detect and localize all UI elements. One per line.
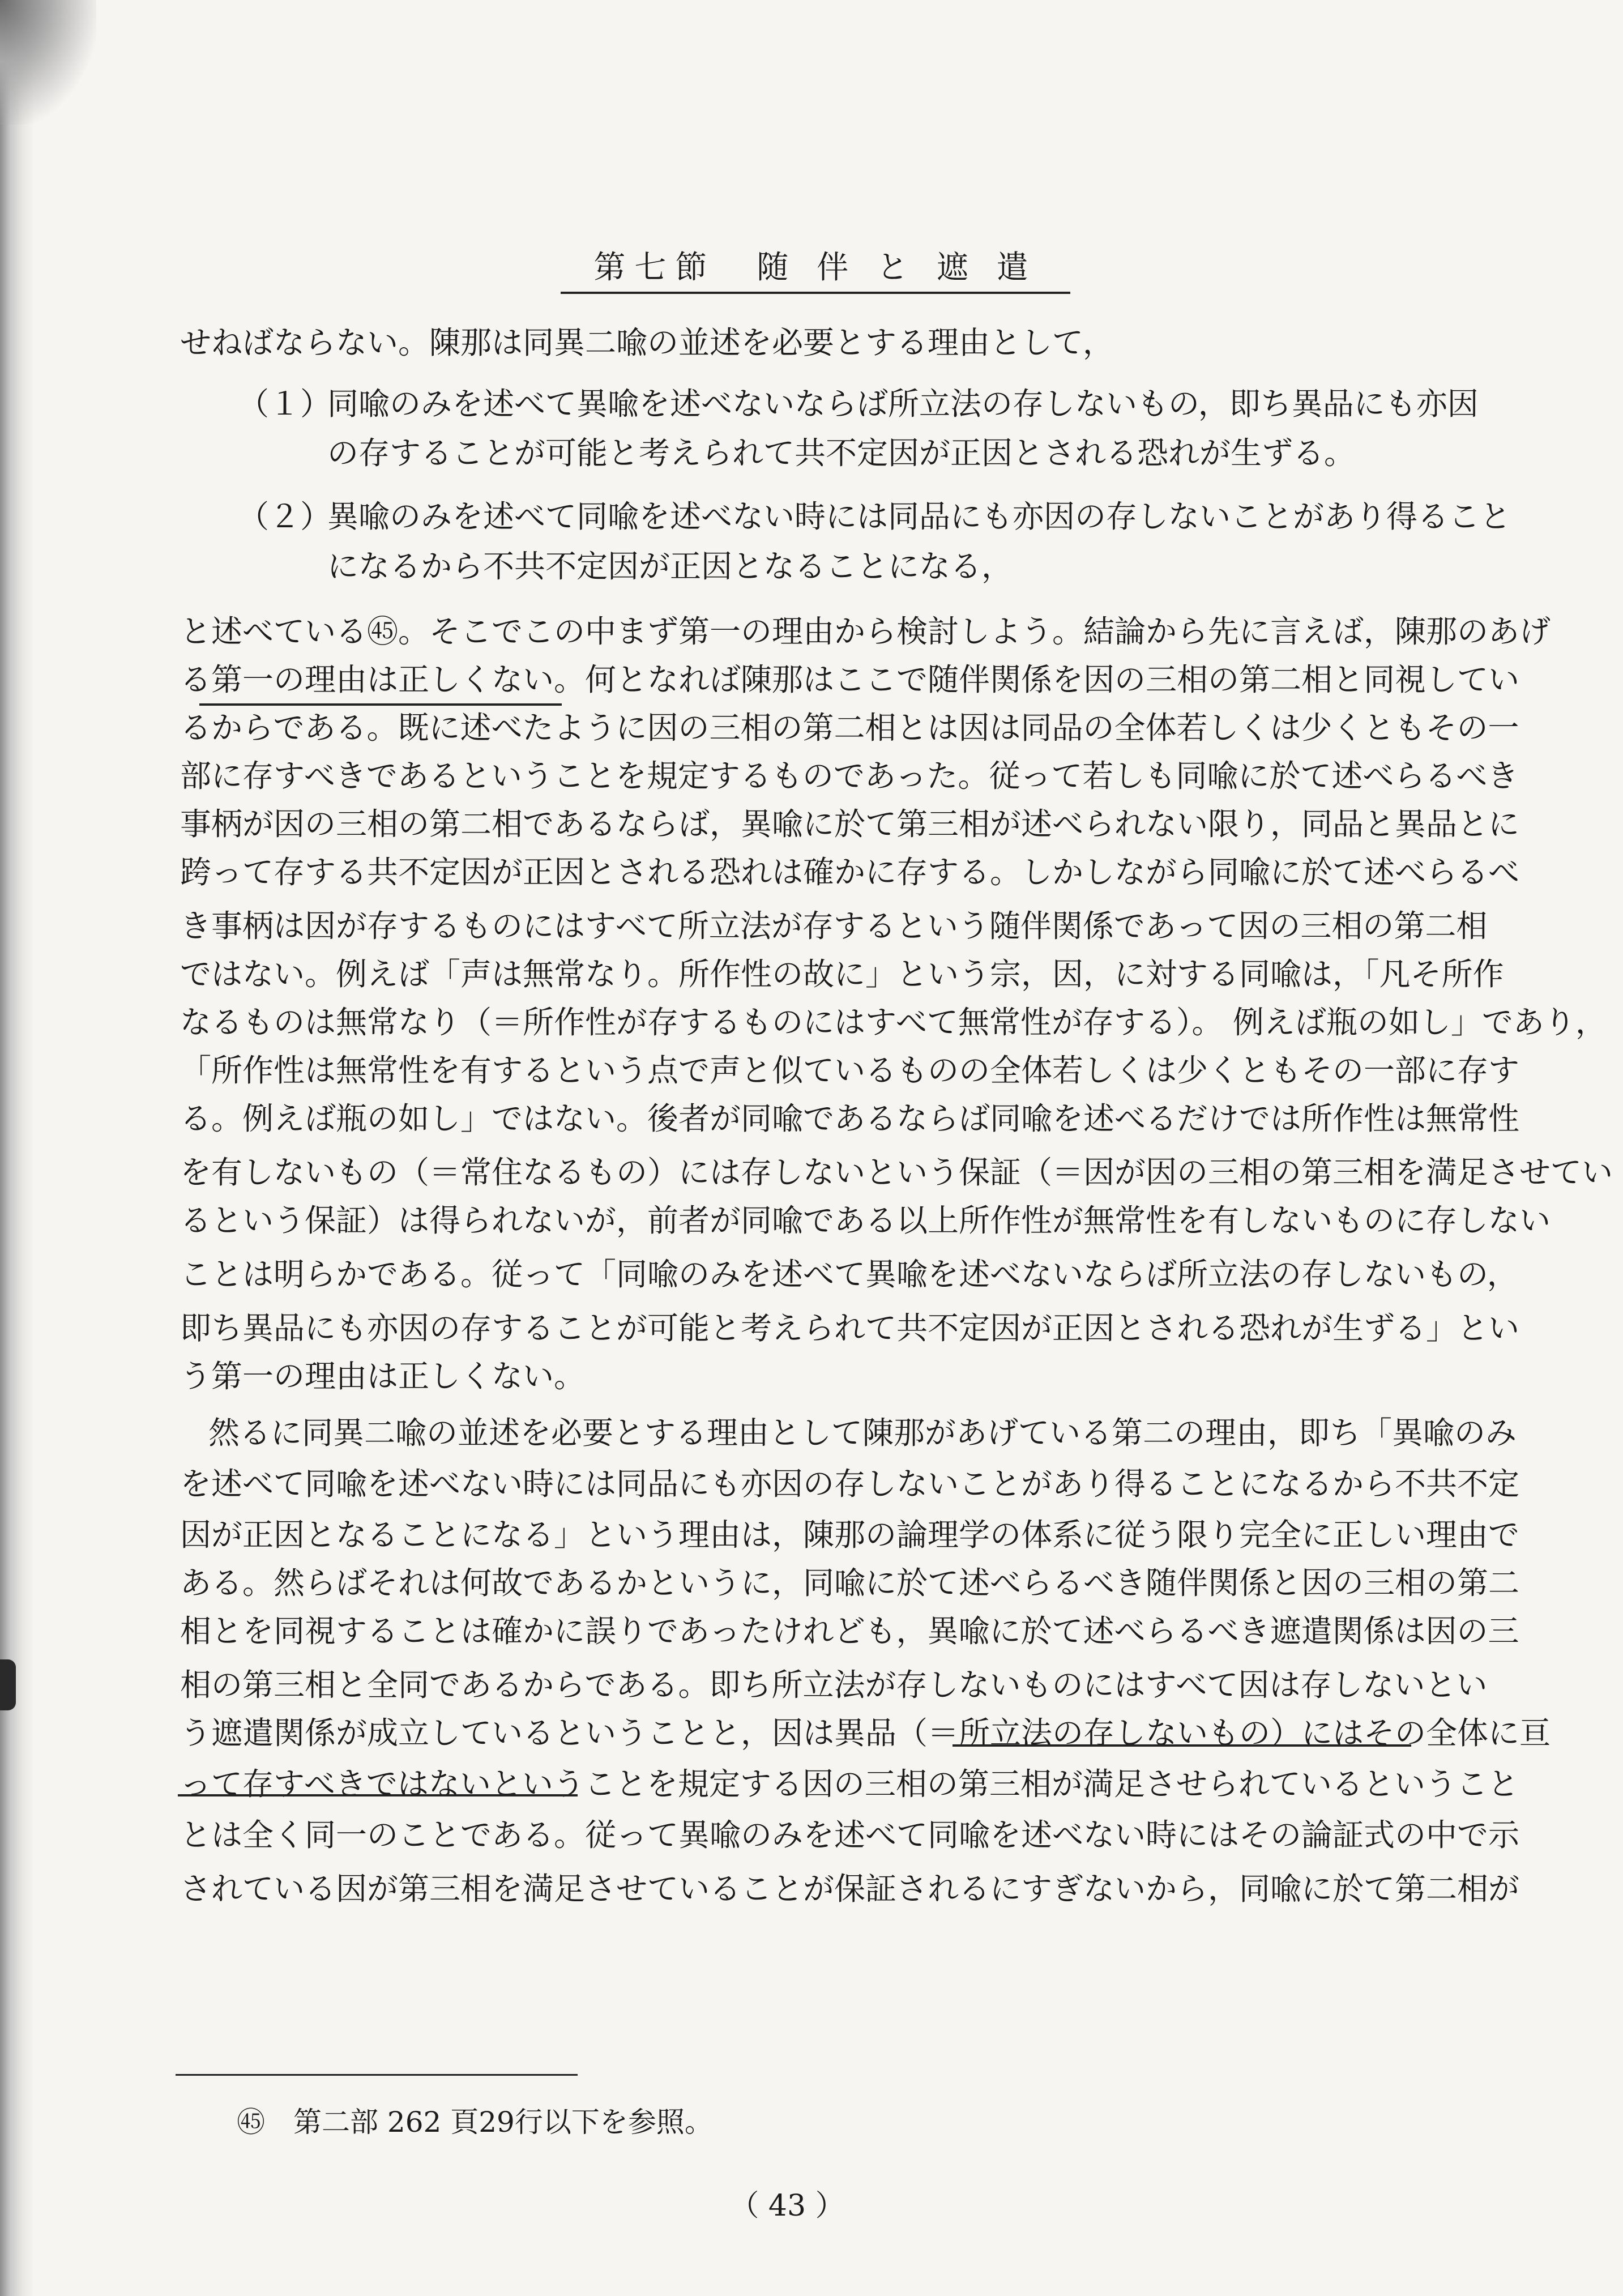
body-line: って存すべきではないということを規定する因の三相の第三相が満足させられているということ [180,1766,1519,1802]
footnote-separator [176,2074,578,2076]
page-header: 第七節 随 伴 と 遮 遣 [593,249,1037,286]
body-line: 同喩のみを述べて異喩を述べないならば所立法の存しないもの，即ち異品にも亦因 [327,386,1479,422]
underline-annotation [953,1744,1411,1747]
body-line: う第一の理由は正しくない。 [180,1358,586,1394]
body-line: る。例えば瓶の如し」ではない。後者が同喩であるならば同喩を述べるだけでは所作性は無常性 [180,1100,1520,1137]
body-line: ことは明らかである。従って「同喩のみを述べて異喩を述べないならば所立法の存しないもの， [180,1256,1518,1292]
body-line: るという保証）は得られないが，前者が同喩である以上所作性が無常性を有しないものに存しない [180,1202,1551,1239]
body-line: 因が正因となることになる」という理由は，陳那の論理学の体系に従う限り完全に正しい理由で [180,1517,1520,1553]
body-line: う遮遣関係が成立しているということと，因は異品（＝所立法の存しないもの）にはその全体に亘 [180,1715,1551,1751]
underline-annotation [178,1794,578,1796]
body-line: き事柄は因が存するものにはすべて所立法が存するという随伴関係であって因の三相の第二相 [180,908,1488,944]
body-line: るからである。既に述べたように因の三相の第二相とは因は同品の全体若しくは少くともその一 [180,710,1519,746]
body-line: を有しないもの（＝常住なるもの）には存しないという保証（＝因が因の三相の第三相を満足させてい [180,1154,1613,1190]
binding-mark [0,1659,16,1710]
body-line: 事柄が因の三相の第二相であるならば，異喩に於て第三相が述べられない限り，同品と異品とに [180,806,1520,842]
body-line: の存することが可能と考えられて共不定因が正因とされる恐れが生ずる。 [327,435,1356,471]
underline-annotation [199,703,562,706]
footnote: ㊺ 第二部 262 頁29行以下を参照。 [237,2106,713,2139]
scan-corner-shadow [0,0,96,125]
list-item-number: （１） [238,386,332,422]
body-line: 部に存すべきであるということを規定するものであった。従って若しも同喩に於て述べらるべき [180,758,1519,794]
body-line: ある。然らばそれは何故であるかというに，同喩に於て述べらるべき随伴関係と因の三相の第二 [180,1565,1520,1601]
scan-shadow [0,0,34,2296]
body-line: 相の第三相と全同であるからである。即ち所立法が存しないものにはすべて因は存しないとい [180,1667,1488,1703]
body-line: とは全く同一のことである。従って異喩のみを述べて同喩を述べない時にはその論証式の中で示 [180,1817,1520,1853]
header-underline [561,292,1070,294]
body-line: せねばならない。陳那は同異二喩の並述を必要とする理由として， [180,325,1114,361]
body-line: になるから不共不定因が正因となることになる， [327,548,1013,584]
body-line: 即ち異品にも亦因の存することが可能と考えられて共不定因が正因とされる恐れが生ずる」とい [180,1310,1520,1346]
body-line: なるものは無常なり（＝所作性が存するものにはすべて無常性が存する）。 例えば瓶の如し」であり， [180,1004,1607,1040]
body-line: 異喩のみを述べて同喩を述べない時には同品にも亦因の存しないことがあり得ること [327,498,1511,535]
body-line: されている因が第三相を満足させていることが保証されるにすぎないから，同喩に於て第二相が [180,1871,1520,1907]
list-item-number: （２） [238,498,332,535]
body-line: 然るに同異二喩の並述を必要とする理由として陳那があげている第二の理由，即ち「異喩のみ [208,1415,1517,1451]
body-line: る第一の理由は正しくない。何となれば陳那はここで随伴関係を因の三相の第二相と同視してい [180,662,1520,698]
body-line: を述べて同喩を述べない時には同品にも亦因の存しないことがあり得ることになるから不共不定 [180,1466,1520,1502]
body-line: ではない。例えば「声は無常なり。所作性の故に」という宗，因，に対する同喩は，「凡そ所作 [180,956,1504,992]
body-line: 跨って存する共不定因が正因とされる恐れは確かに存する。しかしながら同喩に於て述べらるべ [180,854,1520,890]
body-line: 「所作性は無常性を有するという点で声と似ているものの全体若しくは少くともその一部に存す [180,1052,1520,1089]
body-line: と述べている㊺。そこでこの中まず第一の理由から検討しよう。結論から先に言えば，陳那のあげ [180,613,1551,650]
body-line: 相とを同視することは確かに誤りであったけれども，異喩に於て述べらるべき遮遣関係は因の三 [180,1613,1519,1649]
page-number: （ 43 ） [729,2189,845,2223]
